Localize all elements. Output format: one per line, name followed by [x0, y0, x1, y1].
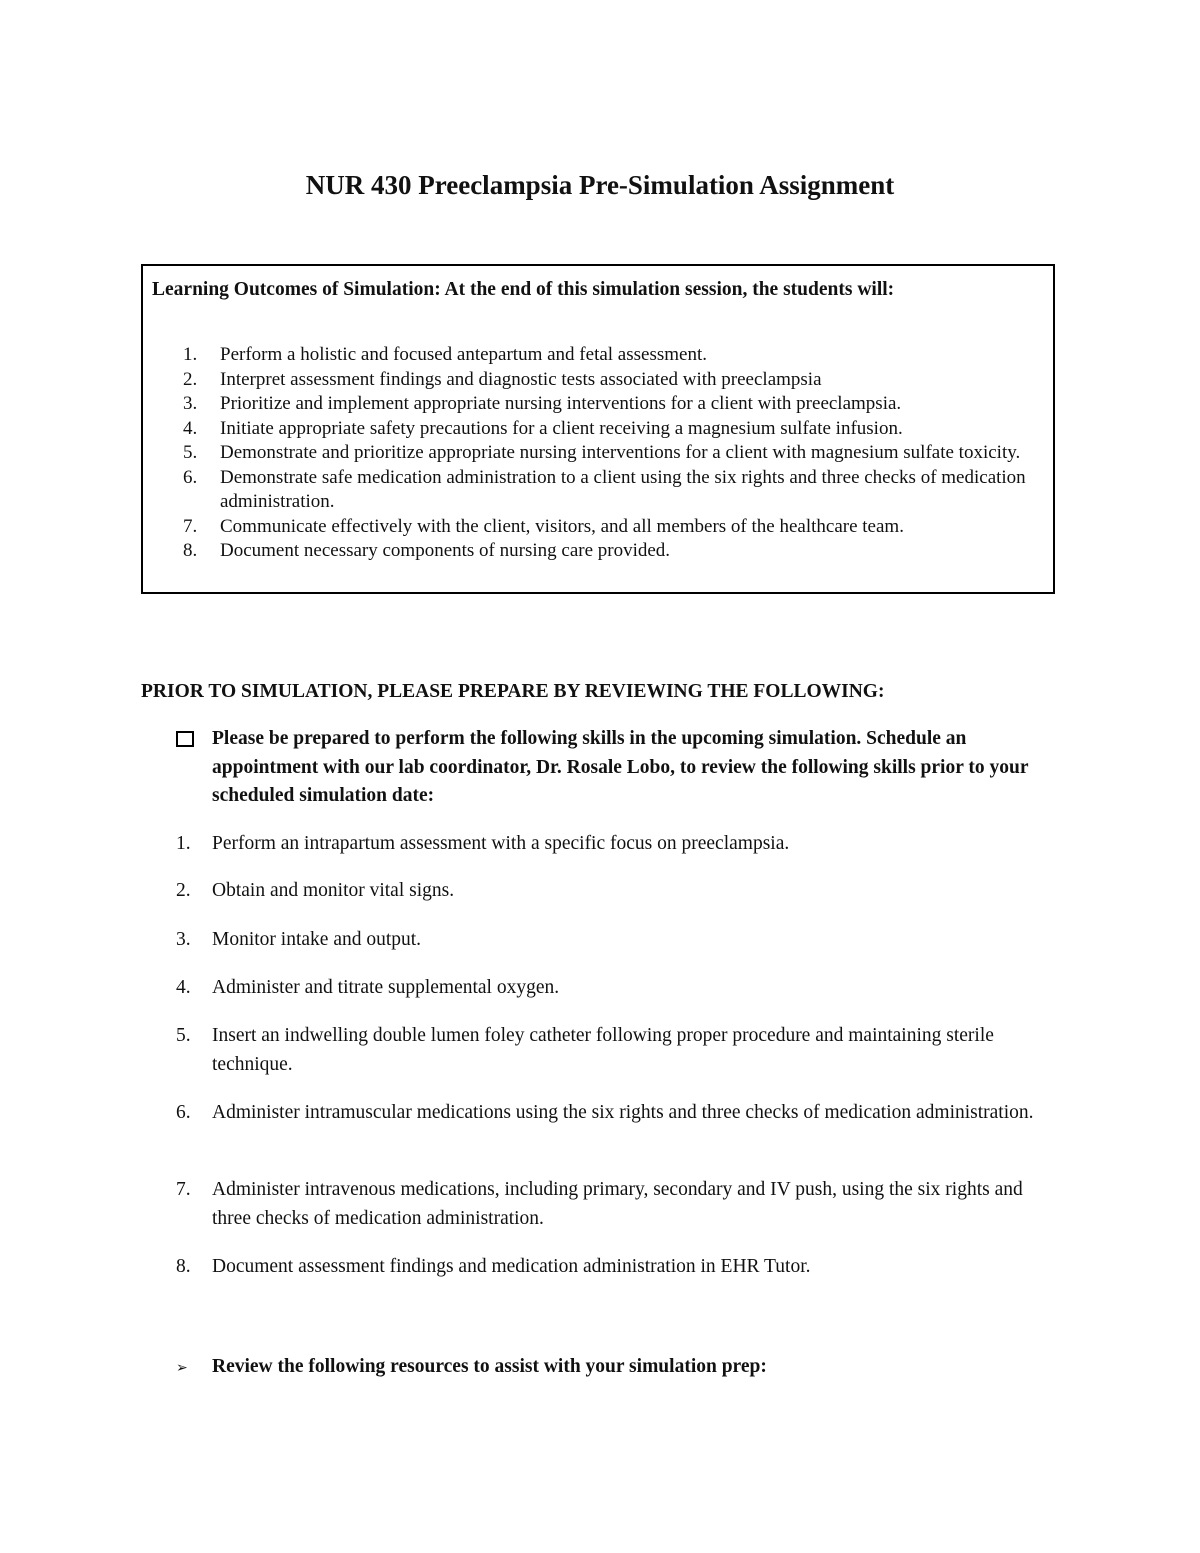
skill-number: 8.: [176, 1256, 191, 1277]
outcome-text: Initiate appropriate safety precautions for a client receiving a magnesium sulfate infusion.: [220, 417, 903, 439]
outcome-item: [143, 441, 1053, 466]
outcome-item: [143, 417, 1053, 442]
outcome-number: 4.: [183, 417, 198, 439]
outcomes-list: [143, 343, 1053, 564]
outcome-number: 2.: [183, 368, 198, 390]
outcome-item: [143, 392, 1053, 417]
prepare-skills-checkbox-item: [176, 725, 1066, 811]
skill-item: [0, 829, 1060, 858]
outcome-number: 7.: [183, 515, 198, 537]
outcome-number: 3.: [183, 393, 198, 414]
outcome-number: 8.: [183, 540, 198, 561]
arrow-bullet-icon: ➢: [176, 1360, 188, 1376]
skill-item: [0, 973, 1060, 1002]
checkbox-icon[interactable]: [176, 731, 194, 747]
skill-text: Administer and titrate supplemental oxygen.: [212, 977, 560, 998]
skill-item: [0, 1252, 1060, 1281]
outcome-item: [143, 343, 1053, 368]
skill-text: Obtain and monitor vital signs.: [212, 880, 455, 901]
skill-text: Administer intramuscular medications using the six rights and three checks of medication administration.: [212, 1102, 1034, 1123]
skill-number: 1.: [176, 833, 191, 854]
prior-to-simulation-heading: PRIOR TO SIMULATION, PLEASE PREPARE BY REVIEWING THE FOLLOWING:: [141, 681, 885, 702]
skill-number: 2.: [176, 880, 191, 901]
outcome-item: [143, 539, 1053, 564]
skill-number: 6.: [176, 1102, 191, 1123]
skill-item: [0, 1098, 1060, 1127]
outcome-text: Communicate effectively with the client, visitors, and all members of the healthcare team.: [220, 515, 904, 537]
outcome-text: Demonstrate and prioritize appropriate nursing interventions for a client with magnesium sulfate toxicity.: [220, 442, 1021, 463]
outcome-text: Prioritize and implement appropriate nursing interventions for a client with preeclampsia.: [220, 393, 902, 414]
outcome-item: [143, 466, 1053, 515]
checkbox-text: Please be prepared to perform the following skills in the upcoming simulation. Schedule an appointment with our lab coordinator, Dr. Rosale Lobo, to review the following skills prior to your scheduled simulation date:: [212, 728, 1029, 806]
resources-text: Review the following resources to assist with your simulation prep:: [212, 1356, 767, 1377]
skill-text: Administer intravenous medications, including primary, secondary and IV push, using the six rights and three checks of medication administration.: [212, 1179, 1023, 1229]
skill-number: 3.: [176, 929, 191, 950]
outcome-item: [143, 515, 1053, 540]
outcomes-header: Learning Outcomes of Simulation: At the end of this simulation session, the students will:: [152, 279, 895, 300]
learning-outcomes-box: [141, 264, 1055, 594]
skill-item: [0, 1021, 1060, 1079]
outcome-number: 5.: [183, 442, 198, 463]
page-title: NUR 430 Preeclampsia Pre-Simulation Assignment: [305, 170, 895, 200]
skill-text: Document assessment findings and medication administration in EHR Tutor.: [212, 1256, 811, 1277]
skill-number: 4.: [176, 977, 191, 998]
skill-number: 5.: [176, 1025, 191, 1046]
outcome-text: Perform a holistic and focused antepartum and fetal assessment.: [220, 344, 707, 365]
resources-item: [176, 1356, 767, 1378]
skill-number: 7.: [176, 1179, 191, 1200]
outcome-item: [143, 368, 1053, 393]
skill-item: [0, 925, 1060, 954]
skill-text: Monitor intake and output.: [212, 929, 422, 950]
outcome-number: 1.: [183, 344, 198, 365]
skill-text: Perform an intrapartum assessment with a specific focus on preeclampsia.: [212, 833, 790, 854]
outcome-text: Interpret assessment findings and diagnostic tests associated with preeclampsia: [220, 368, 822, 390]
skill-text: Insert an indwelling double lumen foley catheter following proper procedure and maintaining sterile technique.: [212, 1025, 994, 1075]
skill-item: [0, 1175, 1060, 1233]
skill-item: [0, 876, 1060, 905]
outcome-number: 6.: [183, 466, 198, 488]
outcome-text: Document necessary components of nursing care provided.: [220, 540, 671, 561]
outcome-text: Demonstrate safe medication administration to a client using the six rights and three checks of medication administration.: [220, 466, 1026, 512]
